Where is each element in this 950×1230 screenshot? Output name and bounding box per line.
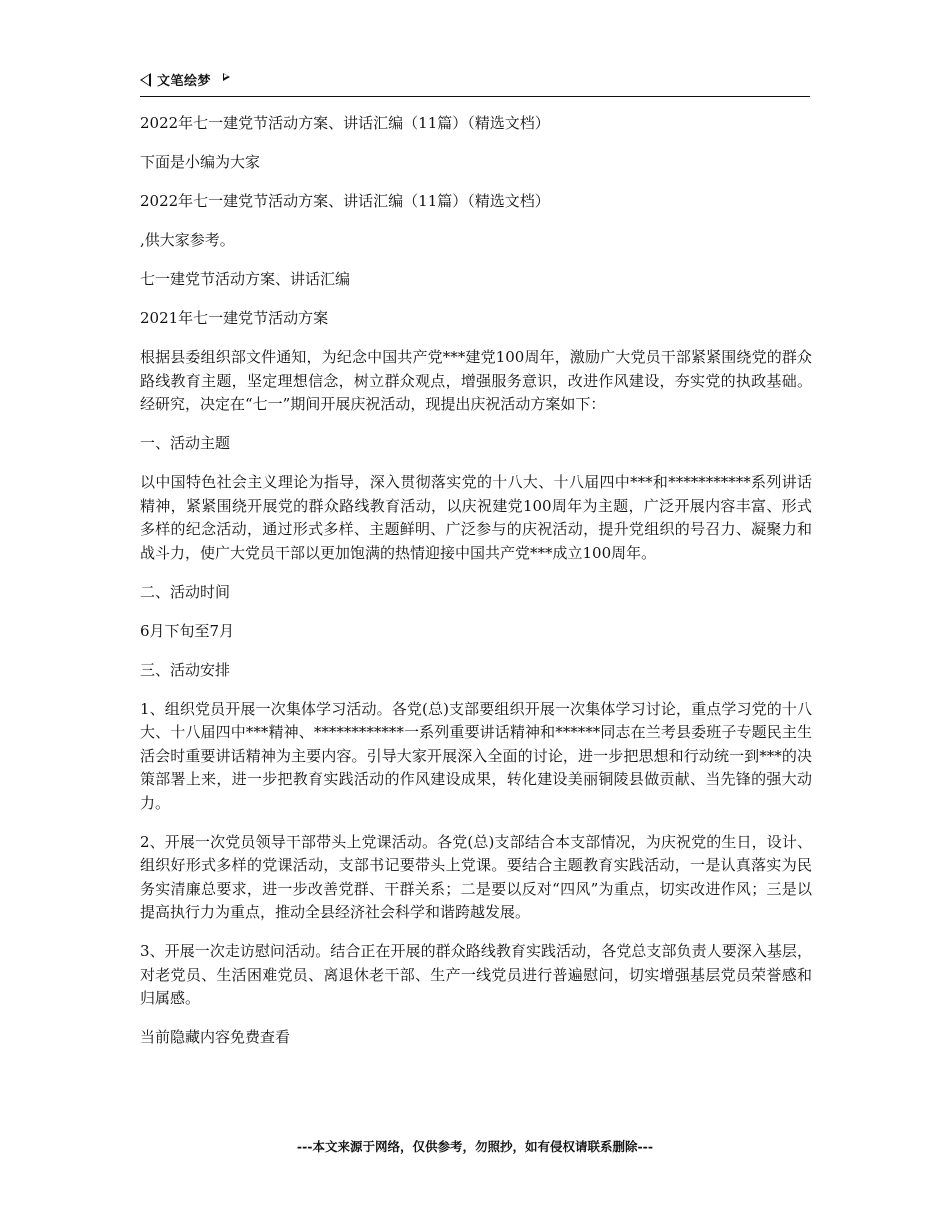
triangle-right-icon	[223, 73, 230, 81]
heading-arrangement: 三、活动安排	[140, 660, 231, 679]
paragraph: 1、组织党员开展一次集体学习活动。各党(总)支部要组织开展一次集体学习讨论，重点学习党的十八大、十八届四中***精神、************一系列重要讲话精神和******同志在兰考县委班子专题民主生活会时重要讲话精神为主要内容。引导大家开展深入全面的讨论，进一步把思想和行动统一到***的决策部署上来，进一步把教育实践活动的作风建设成果，转化建设美丽铜陵县做贡献、当先锋的强大动力。	[140, 699, 812, 812]
document-title: 2022年七一建党节活动方案、讲话汇编（11篇）（精选文档）	[140, 114, 550, 132]
paragraph-time: 6月下旬至7月	[140, 621, 235, 640]
paragraph: 以中国特色社会主义理论为指导，深入贯彻落实党的十八大、十八届四中***和***********系列讲话精神，紧紧围绕开展党的群众路线教育活动，以庆祝建党100周年为主题，广泛开展内容丰富、形式多样的纪念活动，通过形式多样、主题鲜明、广泛参与的庆祝活动，提升党组织的号召力、凝聚力和战斗力，使广大党员干部以更加饱满的热情迎接中国共产党***成立100周年。	[140, 473, 812, 562]
paragraph: 2、开展一次党员领导干部带头上党课活动。各党(总)支部结合本支部情况，为庆祝党的生日，设计、组织好形式多样的党课活动，支部书记要带头上党课。要结合主题教育实践活动，一是认真落实为民务实清廉总要求，进一步改善党群、干群关系；二是要以反对“四风”为重点，切实改进作风；三是以提高执行力为重点，推动全县经济社会科学和谐跨越发展。	[140, 832, 812, 921]
paragraph: 3、开展一次走访慰问活动。结合正在开展的群众路线教育实践活动，各党总支部负责人要深入基层，对老党员、生活困难党员、离退休老干部、生产一线党员进行普遍慰问，切实增强基层党员荣誉感和归属感。	[140, 942, 812, 1007]
intro-line: 下面是小编为大家	[140, 153, 261, 171]
triangle-left-icon	[140, 73, 151, 87]
intro-line-end: ,供大家参考。	[140, 231, 235, 249]
document-header	[140, 70, 810, 97]
heading-time: 二、活动时间	[140, 582, 231, 601]
plan-title: 2021年七一建党节活动方案	[140, 309, 329, 327]
hidden-content-link[interactable]: 当前隐藏内容免费查看	[140, 1028, 291, 1046]
footer-note: ---本文来源于网络，仅供参考，勿照抄，如有侵权请联系删除---	[296, 1139, 654, 1154]
brand-name: 文笔绘梦	[157, 74, 212, 89]
heading-theme: 一、活动主题	[140, 434, 231, 452]
document-title-repeat: 2022年七一建党节活动方案、讲话汇编（11篇）（精选文档）	[140, 192, 550, 210]
document-body	[140, 112, 812, 1065]
paragraph: 根据县委组织部文件通知，为纪念中国共产党***建党100周年，激励广大党员干部紧紧围绕党的群众路线教育主题，坚定理想信念，树立群众观点，增强服务意识，改进作风建设，夯实党的执政基础。经研究，决定在“七一”期间开展庆祝活动，现提出庆祝活动方案如下：	[140, 348, 812, 413]
brand	[140, 70, 230, 89]
section-heading: 七一建党节活动方案、讲话汇编	[140, 270, 351, 288]
